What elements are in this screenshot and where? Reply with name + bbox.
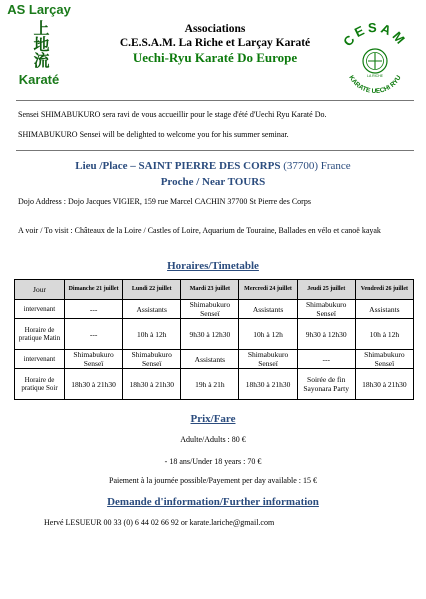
table-cell: Assistants	[123, 300, 181, 319]
header-associations: Associations	[184, 23, 246, 35]
price-daily: Paiement à la journée possible/Payement per day available : 15 €	[109, 476, 317, 485]
table-cell: ---	[65, 319, 123, 350]
prices-title: Prix/Fare	[190, 413, 236, 425]
table-cell: 18h30 à 21h30	[123, 369, 181, 400]
timetable-header-row	[15, 280, 414, 300]
header-divider	[16, 100, 414, 101]
cesam-emblem-icon	[338, 20, 412, 94]
header-cell-jour: Jour	[15, 280, 65, 300]
place-city: Lieu /Place – SAINT PIERRE DES CORPS	[75, 160, 281, 172]
header-uechi-ryu: Uechi-Ryu Karaté Do Europe	[132, 50, 298, 65]
contact-line: Hervé LESUEUR 00 33 (0) 6 44 02 66 92 or karate.lariche@gmail.com	[44, 518, 275, 527]
table-cell: Soirée de fin Sayonara Party	[297, 369, 355, 400]
header-cesam: C.E.S.A.M. La Riche et Larçay Karaté	[119, 37, 311, 49]
table-cell: 9h30 à 12h30	[297, 319, 355, 350]
table-cell: Shimabukuro Senseï	[355, 350, 413, 369]
place-line	[0, 160, 426, 172]
table-cell: Shimabukuro Senseï	[297, 300, 355, 319]
logo-left-kanji: 上地流	[31, 20, 50, 68]
timetable	[14, 279, 414, 400]
row-label: intervenant	[15, 300, 65, 319]
svg-text:CESAM	[340, 20, 410, 49]
table-cell: Shimabukuro Senseï	[65, 350, 123, 369]
header-cell-day: Mercredi 24 juillet	[239, 280, 297, 300]
table-cell: Assistants	[181, 350, 239, 369]
table-cell: ---	[65, 300, 123, 319]
logo-right-top-text: CESAM	[340, 20, 410, 50]
as-larcay-logo	[6, 2, 72, 92]
place-near: Proche / Near TOURS	[160, 176, 266, 188]
row-label: Horaire de pratique Matin	[15, 319, 65, 350]
table-cell: Shimabukuro Senseï	[239, 350, 297, 369]
header-cell-day: Dimanche 21 juillet	[65, 280, 123, 300]
logo-right-bottom-text: KARATE UECHI RYU	[347, 74, 403, 94]
table-cell: 18h30 à 21h30	[65, 369, 123, 400]
logo-left-top-text: AS Larçay	[7, 2, 71, 17]
table-cell: 19h à 21h	[181, 369, 239, 400]
header-title-block	[90, 22, 340, 66]
table-row	[15, 369, 414, 400]
table-row	[15, 300, 414, 319]
row-label: intervenant	[15, 350, 65, 369]
header-cell-day: Mardi 23 juillet	[181, 280, 239, 300]
intro-french: Sensei SHIMABUKURO sera ravi de vous accueillir pour le stage d'été d'Uechi Ryu Karaté Do.	[18, 110, 327, 119]
table-cell: 10h à 12h	[239, 319, 297, 350]
cesam-logo	[338, 20, 412, 94]
table-cell: 18h30 à 21h30	[355, 369, 413, 400]
contact-title: Demande d'information/Further information	[107, 496, 319, 508]
table-cell: 10h à 12h	[355, 319, 413, 350]
price-adults: Adulte/Adults : 80 €	[180, 435, 246, 444]
table-cell: 9h30 à 12h30	[181, 319, 239, 350]
place-country: (37700) France	[280, 160, 351, 172]
intro-divider	[16, 150, 414, 151]
logo-right-small-text: LA RICHE	[367, 74, 383, 78]
table-cell: Assistants	[355, 300, 413, 319]
header-cell-day: Lundi 22 juillet	[123, 280, 181, 300]
table-row	[15, 350, 414, 369]
table-cell: 10h à 12h	[123, 319, 181, 350]
header-cell-day: Vendredi 26 juillet	[355, 280, 413, 300]
intro-english: SHIMABUKURO Sensei will be delighted to welcome you for his summer seminar.	[18, 130, 289, 139]
table-cell: 18h30 à 21h30	[239, 369, 297, 400]
table-cell: Shimabukuro Senseï	[181, 300, 239, 319]
header-cell-day: Jeudi 25 juillet	[297, 280, 355, 300]
table-cell: ---	[297, 350, 355, 369]
table-cell: Shimabukuro Senseï	[123, 350, 181, 369]
price-under-18: - 18 ans/Under 18 years : 70 €	[164, 457, 262, 466]
to-visit: A voir / To visit : Châteaux de la Loire / Castles of Loire, Aquarium de Touraine, Ballades en vélo et canoë kayak	[18, 226, 381, 235]
timetable-title: Horaires/Timetable	[167, 260, 259, 272]
table-row	[15, 319, 414, 350]
row-label: Horaire de pratique Soir	[15, 369, 65, 400]
logo-left-bottom-text: Karaté	[18, 72, 60, 87]
dojo-address: Dojo Address : Dojo Jacques VIGIER, 159 rue Marcel CACHIN 37700 St Pierre des Corps	[18, 197, 311, 206]
table-cell: Assistants	[239, 300, 297, 319]
